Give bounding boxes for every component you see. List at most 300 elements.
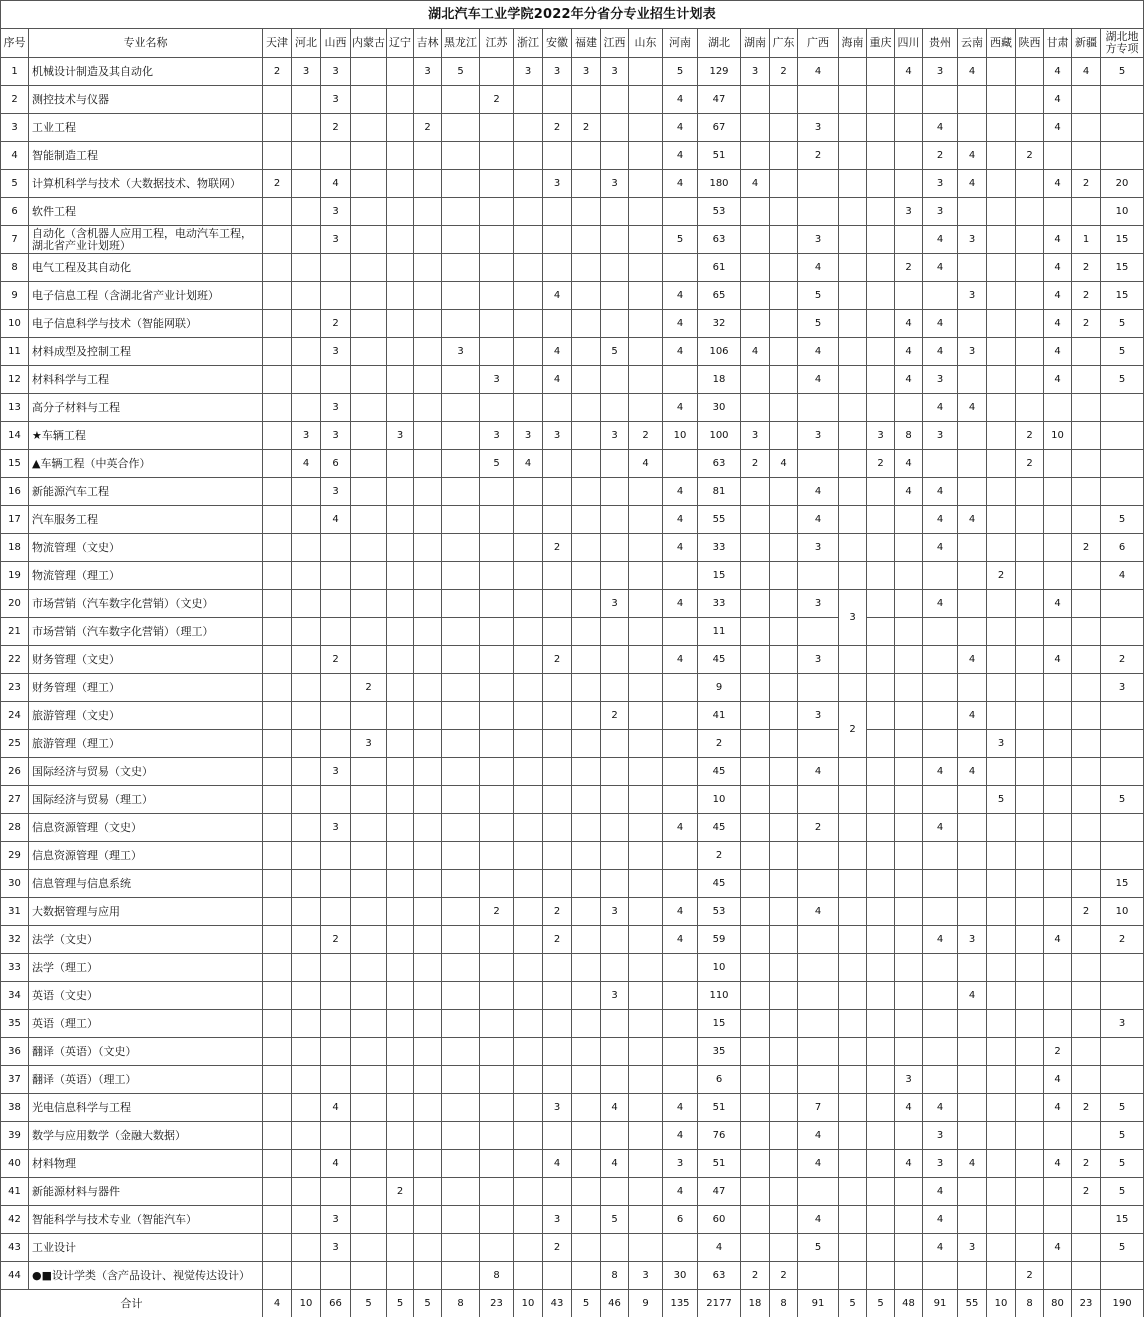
count-cell: 3 [543,170,572,198]
count-cell [480,254,514,282]
count-cell [543,702,572,730]
count-cell [414,310,442,338]
count-cell [770,86,798,114]
count-cell [629,758,663,786]
count-cell: 67 [698,114,741,142]
count-cell [442,1234,480,1262]
count-cell [1016,198,1044,226]
count-cell: 4 [923,338,958,366]
count-cell [514,198,543,226]
row-index-cell: 6 [1,198,29,226]
count-cell [867,1038,895,1066]
count-cell [895,394,923,422]
count-cell [414,254,442,282]
count-cell [770,1178,798,1206]
count-cell: 4 [321,506,351,534]
count-cell [867,142,895,170]
count-cell [292,786,321,814]
count-cell: 3 [321,394,351,422]
count-cell [480,310,514,338]
count-cell: 6 [698,1066,741,1094]
count-cell [543,618,572,646]
count-cell [1072,394,1101,422]
count-cell [895,786,923,814]
count-cell [770,646,798,674]
count-cell [263,898,292,926]
count-cell [629,618,663,646]
count-cell: 4 [1044,114,1072,142]
count-cell [1016,758,1044,786]
count-cell [514,170,543,198]
row-index-cell: 44 [1,1262,29,1290]
count-cell [895,674,923,702]
count-cell: 4 [895,1150,923,1178]
count-cell [1072,702,1101,730]
count-cell [263,478,292,506]
table-row [1,1094,1144,1122]
count-cell [1016,1234,1044,1262]
count-cell [387,926,414,954]
count-cell [480,730,514,758]
count-cell [292,646,321,674]
count-cell: 2 [839,702,867,758]
count-cell: 30 [698,394,741,422]
count-cell [351,898,387,926]
row-index-cell: 27 [1,786,29,814]
count-cell [987,422,1016,450]
count-cell: 5 [1101,338,1144,366]
count-cell [867,842,895,870]
count-cell: 4 [601,1094,629,1122]
count-cell [798,1262,839,1290]
count-cell [263,618,292,646]
count-cell [351,870,387,898]
row-index-cell: 36 [1,1038,29,1066]
count-cell [798,870,839,898]
count-cell: 5 [601,1206,629,1234]
count-cell [1016,954,1044,982]
count-cell [442,730,480,758]
count-cell [770,702,798,730]
count-cell [543,786,572,814]
count-cell [414,1262,442,1290]
column-header-province: 陕西 [1016,29,1044,58]
count-cell: 65 [698,282,741,310]
count-cell [387,142,414,170]
count-cell [263,366,292,394]
count-cell [351,1010,387,1038]
count-cell [480,1150,514,1178]
count-cell [414,646,442,674]
count-cell [770,170,798,198]
count-cell: 3 [867,422,895,450]
count-cell: 10 [698,786,741,814]
count-cell: 8 [895,422,923,450]
count-cell: 2 [414,114,442,142]
count-cell [387,534,414,562]
count-cell: 3 [414,58,442,86]
count-cell [958,1010,987,1038]
count-cell [663,198,698,226]
count-cell [387,1262,414,1290]
count-cell [923,842,958,870]
count-cell [351,758,387,786]
count-cell [442,870,480,898]
count-cell: 61 [698,254,741,282]
count-cell: 3 [895,1066,923,1094]
count-cell [1016,1094,1044,1122]
count-cell [1016,926,1044,954]
count-cell [263,450,292,478]
count-cell: 63 [698,226,741,254]
count-cell [514,254,543,282]
count-cell [480,338,514,366]
count-cell [321,366,351,394]
count-cell [442,1178,480,1206]
count-cell: 51 [698,1150,741,1178]
count-cell [321,1262,351,1290]
count-cell: 4 [1044,58,1072,86]
count-cell [1044,506,1072,534]
count-cell [414,338,442,366]
count-cell [292,926,321,954]
count-cell [741,254,770,282]
count-cell [263,142,292,170]
count-cell [958,1066,987,1094]
count-cell [387,282,414,310]
count-cell [663,1010,698,1038]
count-cell [601,954,629,982]
table-row [1,534,1144,562]
count-cell [442,170,480,198]
count-cell [292,590,321,618]
count-cell [839,170,867,198]
count-cell [1072,1262,1101,1290]
count-cell [867,338,895,366]
count-cell [351,394,387,422]
count-cell [867,394,895,422]
count-cell [292,170,321,198]
count-cell [263,114,292,142]
count-cell [629,870,663,898]
table-row [1,506,1144,534]
column-header-province: 河北 [292,29,321,58]
count-cell [839,1038,867,1066]
count-cell [514,870,543,898]
count-cell [321,1178,351,1206]
count-cell: 5 [1101,58,1144,86]
count-cell [351,310,387,338]
count-cell [514,310,543,338]
count-cell [480,226,514,254]
count-cell [958,86,987,114]
count-cell [543,226,572,254]
count-cell [321,702,351,730]
row-index-cell: 33 [1,954,29,982]
major-name-cell: 大数据管理与应用 [29,898,263,926]
count-cell [572,254,601,282]
count-cell [895,982,923,1010]
count-cell [601,226,629,254]
count-cell [839,282,867,310]
total-cell: 43 [543,1290,572,1317]
count-cell [770,1066,798,1094]
count-cell [442,898,480,926]
count-cell: 2 [480,898,514,926]
count-cell: 15 [698,562,741,590]
count-cell [629,898,663,926]
count-cell [514,1262,543,1290]
count-cell [480,758,514,786]
count-cell: 3 [292,58,321,86]
count-cell [1072,954,1101,982]
count-cell: 2 [923,142,958,170]
count-cell [770,1234,798,1262]
count-cell [895,590,923,618]
count-cell [798,674,839,702]
count-cell [292,1094,321,1122]
count-cell: 2 [263,170,292,198]
count-cell [867,282,895,310]
major-name-cell: ▲车辆工程（中英合作） [29,450,263,478]
count-cell [480,114,514,142]
count-cell [958,310,987,338]
count-cell [414,1206,442,1234]
count-cell [958,1206,987,1234]
count-cell [442,1262,480,1290]
count-cell [895,730,923,758]
count-cell [572,926,601,954]
count-cell: 3 [798,114,839,142]
count-cell [1072,198,1101,226]
count-cell: 4 [895,478,923,506]
count-cell [351,618,387,646]
column-header-province: 山东 [629,29,663,58]
count-cell [770,954,798,982]
count-cell [987,1234,1016,1262]
count-cell [895,226,923,254]
count-cell [895,926,923,954]
count-cell [741,1150,770,1178]
count-cell: 3 [543,58,572,86]
count-cell: 2 [1016,450,1044,478]
count-cell [351,450,387,478]
table-row [1,170,1144,198]
count-cell [629,58,663,86]
count-cell: 3 [1101,674,1144,702]
count-cell [923,786,958,814]
count-cell [1016,506,1044,534]
count-cell [414,198,442,226]
count-cell [958,590,987,618]
count-cell [572,786,601,814]
count-cell: 45 [698,758,741,786]
count-cell [414,870,442,898]
count-cell [514,814,543,842]
count-cell: 3 [601,170,629,198]
count-cell [414,1038,442,1066]
count-cell [1101,450,1144,478]
count-cell [923,1066,958,1094]
count-cell: 2 [1072,310,1101,338]
count-cell [1044,1122,1072,1150]
count-cell [442,1066,480,1094]
count-cell: 5 [798,282,839,310]
count-cell [958,1122,987,1150]
count-cell [867,170,895,198]
count-cell [572,506,601,534]
count-cell [480,1178,514,1206]
count-cell [895,618,923,646]
count-cell [1016,366,1044,394]
count-cell: 2 [798,814,839,842]
table-row [1,618,1144,646]
count-cell [514,282,543,310]
count-cell: 4 [958,506,987,534]
count-cell [414,366,442,394]
count-cell [895,870,923,898]
count-cell [798,1038,839,1066]
count-cell: 100 [698,422,741,450]
count-cell [387,590,414,618]
count-cell [543,674,572,702]
count-cell [292,1066,321,1094]
count-cell: 9 [698,674,741,702]
count-cell: 4 [1044,1066,1072,1094]
count-cell [629,982,663,1010]
count-cell [321,730,351,758]
count-cell [958,1262,987,1290]
count-cell [1072,366,1101,394]
count-cell [867,618,895,646]
count-cell [480,954,514,982]
count-cell [601,1010,629,1038]
count-cell [543,562,572,590]
count-cell [770,982,798,1010]
count-cell: 2 [543,926,572,954]
count-cell [1016,982,1044,1010]
count-cell: 3 [663,1150,698,1178]
count-cell [601,142,629,170]
count-cell [987,450,1016,478]
count-cell: 3 [923,422,958,450]
row-index-cell: 1 [1,58,29,86]
count-cell [867,198,895,226]
count-cell [351,1234,387,1262]
count-cell [987,898,1016,926]
count-cell [572,842,601,870]
count-cell [923,674,958,702]
row-index-cell: 17 [1,506,29,534]
count-cell: 3 [601,58,629,86]
count-cell: 76 [698,1122,741,1150]
count-cell [741,226,770,254]
count-cell [741,506,770,534]
count-cell [629,394,663,422]
count-cell [741,842,770,870]
total-cell: 23 [480,1290,514,1317]
table-row [1,254,1144,282]
count-cell [543,1038,572,1066]
count-cell [1016,170,1044,198]
count-cell [1044,562,1072,590]
count-cell: 2 [1072,282,1101,310]
count-cell [1044,1206,1072,1234]
count-cell [351,142,387,170]
count-cell [480,394,514,422]
count-cell [351,534,387,562]
count-cell [351,814,387,842]
count-cell [480,170,514,198]
total-cell: 10 [514,1290,543,1317]
count-cell [1016,1066,1044,1094]
count-cell: 4 [923,1178,958,1206]
count-cell: 10 [698,954,741,982]
count-cell [321,786,351,814]
count-cell [601,394,629,422]
count-cell [263,422,292,450]
count-cell [867,786,895,814]
count-cell: 3 [351,730,387,758]
count-cell: 5 [1101,1094,1144,1122]
count-cell [923,982,958,1010]
count-cell [263,702,292,730]
count-cell [1101,86,1144,114]
count-cell: 3 [480,366,514,394]
major-name-cell: 信息资源管理（文史） [29,814,263,842]
row-index-cell: 31 [1,898,29,926]
count-cell [770,814,798,842]
count-cell [263,1094,292,1122]
count-cell [387,730,414,758]
count-cell: 4 [958,58,987,86]
count-cell: 4 [321,170,351,198]
count-cell [923,898,958,926]
count-cell [514,618,543,646]
count-cell [514,982,543,1010]
count-cell: 6 [1101,534,1144,562]
count-cell [601,478,629,506]
count-cell [480,870,514,898]
count-cell [839,254,867,282]
count-cell [987,1150,1016,1178]
count-cell [1072,758,1101,786]
count-cell: 4 [698,1234,741,1262]
count-cell [958,254,987,282]
count-cell [387,646,414,674]
count-cell: 15 [1101,226,1144,254]
count-cell [839,786,867,814]
count-cell [601,870,629,898]
count-cell [514,226,543,254]
count-cell [321,562,351,590]
major-name-cell: 法学（文史） [29,926,263,954]
count-cell: 4 [663,1122,698,1150]
count-cell [351,366,387,394]
count-cell [923,562,958,590]
count-cell: 2 [741,1262,770,1290]
count-cell: 4 [663,282,698,310]
total-cell: 23 [1072,1290,1101,1317]
count-cell [629,1150,663,1178]
total-cell: 5 [414,1290,442,1317]
count-cell [895,86,923,114]
count-cell [741,590,770,618]
row-index-cell: 42 [1,1206,29,1234]
count-cell [480,1066,514,1094]
count-cell: 4 [895,366,923,394]
count-cell [839,506,867,534]
